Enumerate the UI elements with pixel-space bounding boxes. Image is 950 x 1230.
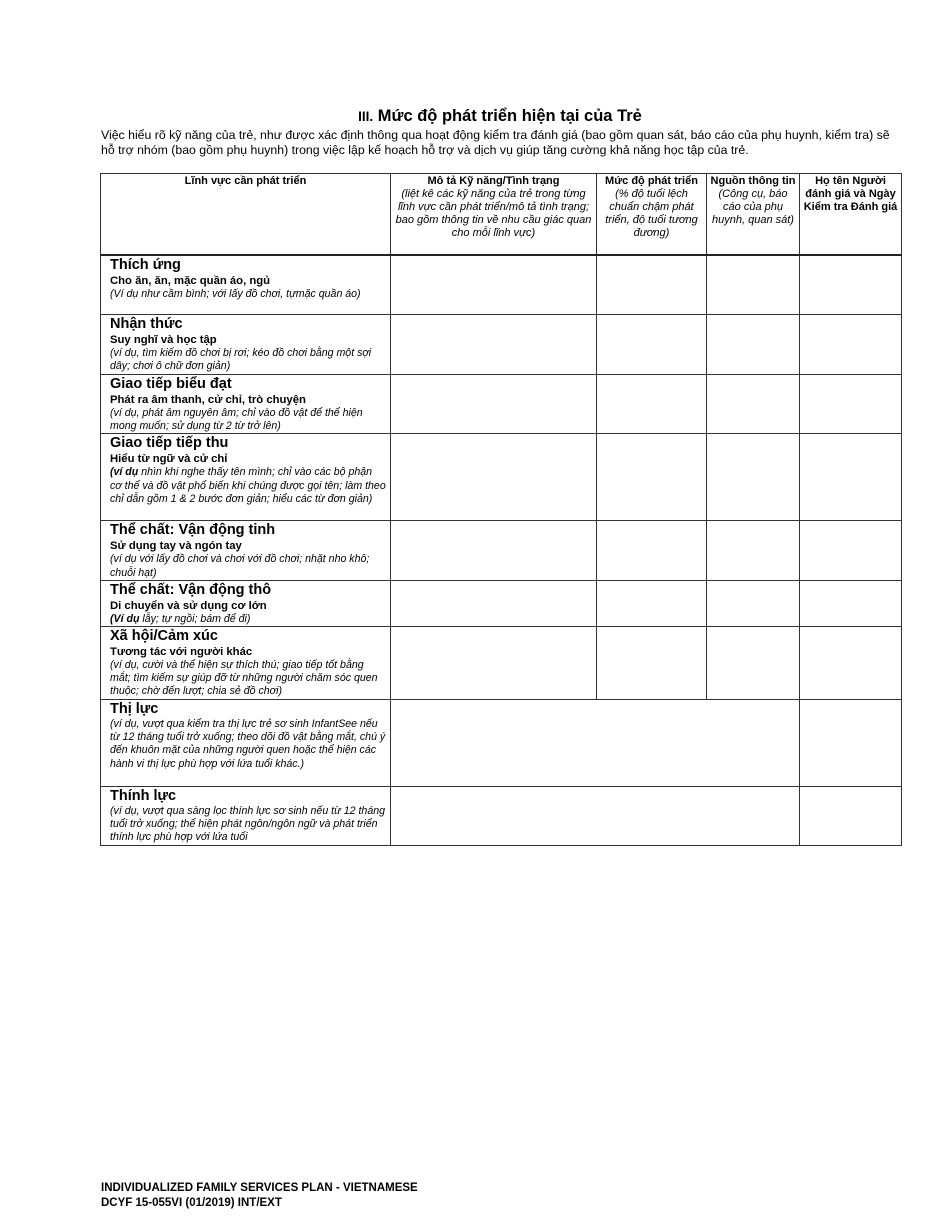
section-numeral: III. [358, 109, 374, 124]
description-cell[interactable] [391, 375, 597, 434]
area-title: Thể chất: Vận động tinh [110, 522, 276, 539]
area-subtitle: Tương tác với người khác [110, 646, 253, 659]
assessor-cell[interactable] [800, 700, 902, 787]
area-example [110, 466, 386, 506]
form-footer [101, 1181, 418, 1211]
table-row [101, 434, 902, 521]
level-cell[interactable] [597, 434, 707, 521]
area-example: (ví dụ với lấy đồ chơi và chơi với đồ chơi; nhặt nho khô; chuỗi hạt) [110, 553, 370, 579]
level-cell[interactable] [597, 315, 707, 375]
assessor-cell[interactable] [800, 521, 902, 580]
area-cell [101, 787, 391, 846]
area-cell [101, 580, 391, 626]
level-cell[interactable] [597, 255, 707, 315]
level-cell[interactable] [597, 627, 707, 700]
assessor-cell[interactable] [800, 375, 902, 434]
area-title: Thị lực [110, 701, 159, 718]
development-table [100, 173, 902, 846]
table-row [101, 375, 902, 434]
observation-cell[interactable] [391, 787, 800, 846]
assessor-cell[interactable] [800, 627, 902, 700]
area-subtitle: Phát ra âm thanh, cử chỉ, trò chuyện [110, 394, 306, 406]
description-cell[interactable] [391, 315, 597, 375]
area-cell [101, 434, 391, 521]
area-example: (ví dụ, cười và thể hiện sự thích thú; giao tiếp tốt bằng mắt; tìm kiếm sự giúp đỡ từ những người chăm sóc quen thuộc; chờ đến lượt; chia sẻ đồ chơi) [110, 659, 378, 698]
area-title: Nhận thức [110, 316, 183, 332]
area-example: (ví dụ, vượt qua kiểm tra thị lực trẻ sơ sinh InfantSee nếu từ 12 tháng tuổi trở xuống; theo dõi đồ vật bằng mắt, chú ý đến khuôn mặt của những người quen hoặc thể hiện các hành vi thị lực phù hợp với lứa tuổi khác.) [110, 718, 386, 770]
source-cell[interactable] [707, 521, 800, 580]
description-cell[interactable] [391, 627, 597, 700]
area-example: (ví dụ, tìm kiếm đồ chơi bị rơi; kéo đồ chơi bằng một sợi dây; chơi ô chữ đơn giản) [110, 347, 372, 373]
table-row [101, 700, 902, 787]
source-cell[interactable] [707, 434, 800, 521]
source-cell[interactable] [707, 315, 800, 375]
area-title: Giao tiếp biểu đạt [110, 376, 232, 392]
area-cell [101, 627, 391, 700]
assessor-cell[interactable] [800, 787, 902, 846]
table-row [101, 521, 902, 580]
description-cell[interactable] [391, 580, 597, 626]
area-example: (ví dụ, phát âm nguyên âm; chỉ vào đồ vật để thể hiện mong muốn; sử dụng từ 2 từ trở lên) [110, 407, 363, 433]
example-lead: (Ví dụ [110, 612, 140, 625]
header-assessor: Họ tên Người đánh giá và Ngày Kiểm tra Đánh giá [800, 174, 902, 255]
area-subtitle: Di chuyển và sử dụng cơ lớn [110, 599, 267, 612]
level-cell[interactable] [597, 521, 707, 580]
example-text: lẫy; tự ngồi; bám để đi) [142, 612, 251, 625]
area-cell [101, 700, 391, 787]
area-cell [101, 255, 391, 315]
level-cell[interactable] [597, 580, 707, 626]
area-subtitle: Sử dụng tay và ngón tay [110, 540, 242, 553]
source-cell[interactable] [707, 580, 800, 626]
header-description: Mô tả Kỹ năng/Tình trạng (liệt kê các kỹ năng của trẻ trong từng lĩnh vực cần phát triển/mô tả tình trạng; bao gồm thông tin về nhu cầu giác quan cho mỗi lĩnh vực) [391, 174, 597, 255]
source-cell[interactable] [707, 375, 800, 434]
area-title: Xã hội/Cảm xúc [110, 628, 218, 645]
source-cell[interactable] [707, 627, 800, 700]
table-row [101, 315, 902, 375]
description-cell[interactable] [391, 434, 597, 521]
header-area: Lĩnh vực cần phát triển [101, 174, 391, 255]
assessor-cell[interactable] [800, 434, 902, 521]
assessor-cell[interactable] [800, 315, 902, 375]
footer-code: DCYF 15-055VI (01/2019) INT/EXT [101, 1197, 282, 1209]
area-example: (ví dụ, vượt qua sàng lọc thính lực sơ sinh nếu từ 12 tháng tuổi trở xuống; thể hiện phát ngôn/ngôn ngữ và phát triển thính lực phù hợp với lứa tuổi [110, 805, 385, 844]
header-source: Nguồn thông tin (Công cụ, báo cáo của phụ huynh, quan sát) [707, 174, 800, 255]
area-title: Thích ứng [110, 256, 181, 273]
observation-cell[interactable] [391, 700, 800, 787]
example-text: nhìn khi nghe thấy tên mình; chỉ vào các bộ phận cơ thể và đồ vật phổ biến khi chúng được gọi tên; làm theo chỉ dẫn gồm 1 & 2 bước đơn giản; hiểu các từ đơn giản) [110, 466, 386, 505]
assessor-cell[interactable] [800, 255, 902, 315]
section-title [100, 107, 900, 126]
area-title: Thính lực [110, 788, 177, 805]
area-example: (Ví dụ như cầm bình; với lấy đồ chơi, tựmặc quần áo) [110, 287, 361, 300]
area-cell [101, 521, 391, 580]
level-cell[interactable] [597, 375, 707, 434]
area-cell [101, 375, 391, 434]
area-example [110, 613, 386, 626]
table-row [101, 580, 902, 626]
table-row [101, 627, 902, 700]
area-subtitle: Hiểu từ ngữ và cử chỉ [110, 453, 228, 466]
table-row [101, 787, 902, 846]
footer-title: INDIVIDUALIZED FAMILY SERVICES PLAN - VIETNAMESE [101, 1182, 418, 1194]
table-row [101, 255, 902, 315]
area-subtitle: Suy nghĩ và học tập [110, 334, 217, 346]
assessor-cell[interactable] [800, 580, 902, 626]
source-cell[interactable] [707, 255, 800, 315]
area-title: Giao tiếp tiếp thu [110, 435, 229, 452]
area-cell [101, 315, 391, 375]
header-level: Mức độ phát triển (% độ tuổi lệch chuẩn chậm phát triển, độ tuổi tương đương) [597, 174, 707, 255]
example-lead: (ví dụ [110, 466, 139, 479]
description-cell[interactable] [391, 521, 597, 580]
description-cell[interactable] [391, 255, 597, 315]
section-title-text: Mức độ phát triển hiện tại của Trẻ [377, 107, 642, 125]
area-title: Thể chất: Vận động thô [110, 581, 272, 598]
section-intro: Việc hiểu rõ kỹ năng của trẻ, như được xác định thông qua hoạt động kiểm tra đánh giá (bao gồm quan sát, báo cáo của phụ huynh, kiểm tra) sẽ hỗ trợ nhóm (bao gồm phụ huynh) trong việc lập kế hoạch hỗ trợ và dịch vụ giúp tăng cường khả năng học tập của trẻ. [101, 128, 890, 157]
area-subtitle: Cho ăn, ăn, mặc quần áo, ngủ [110, 274, 271, 287]
